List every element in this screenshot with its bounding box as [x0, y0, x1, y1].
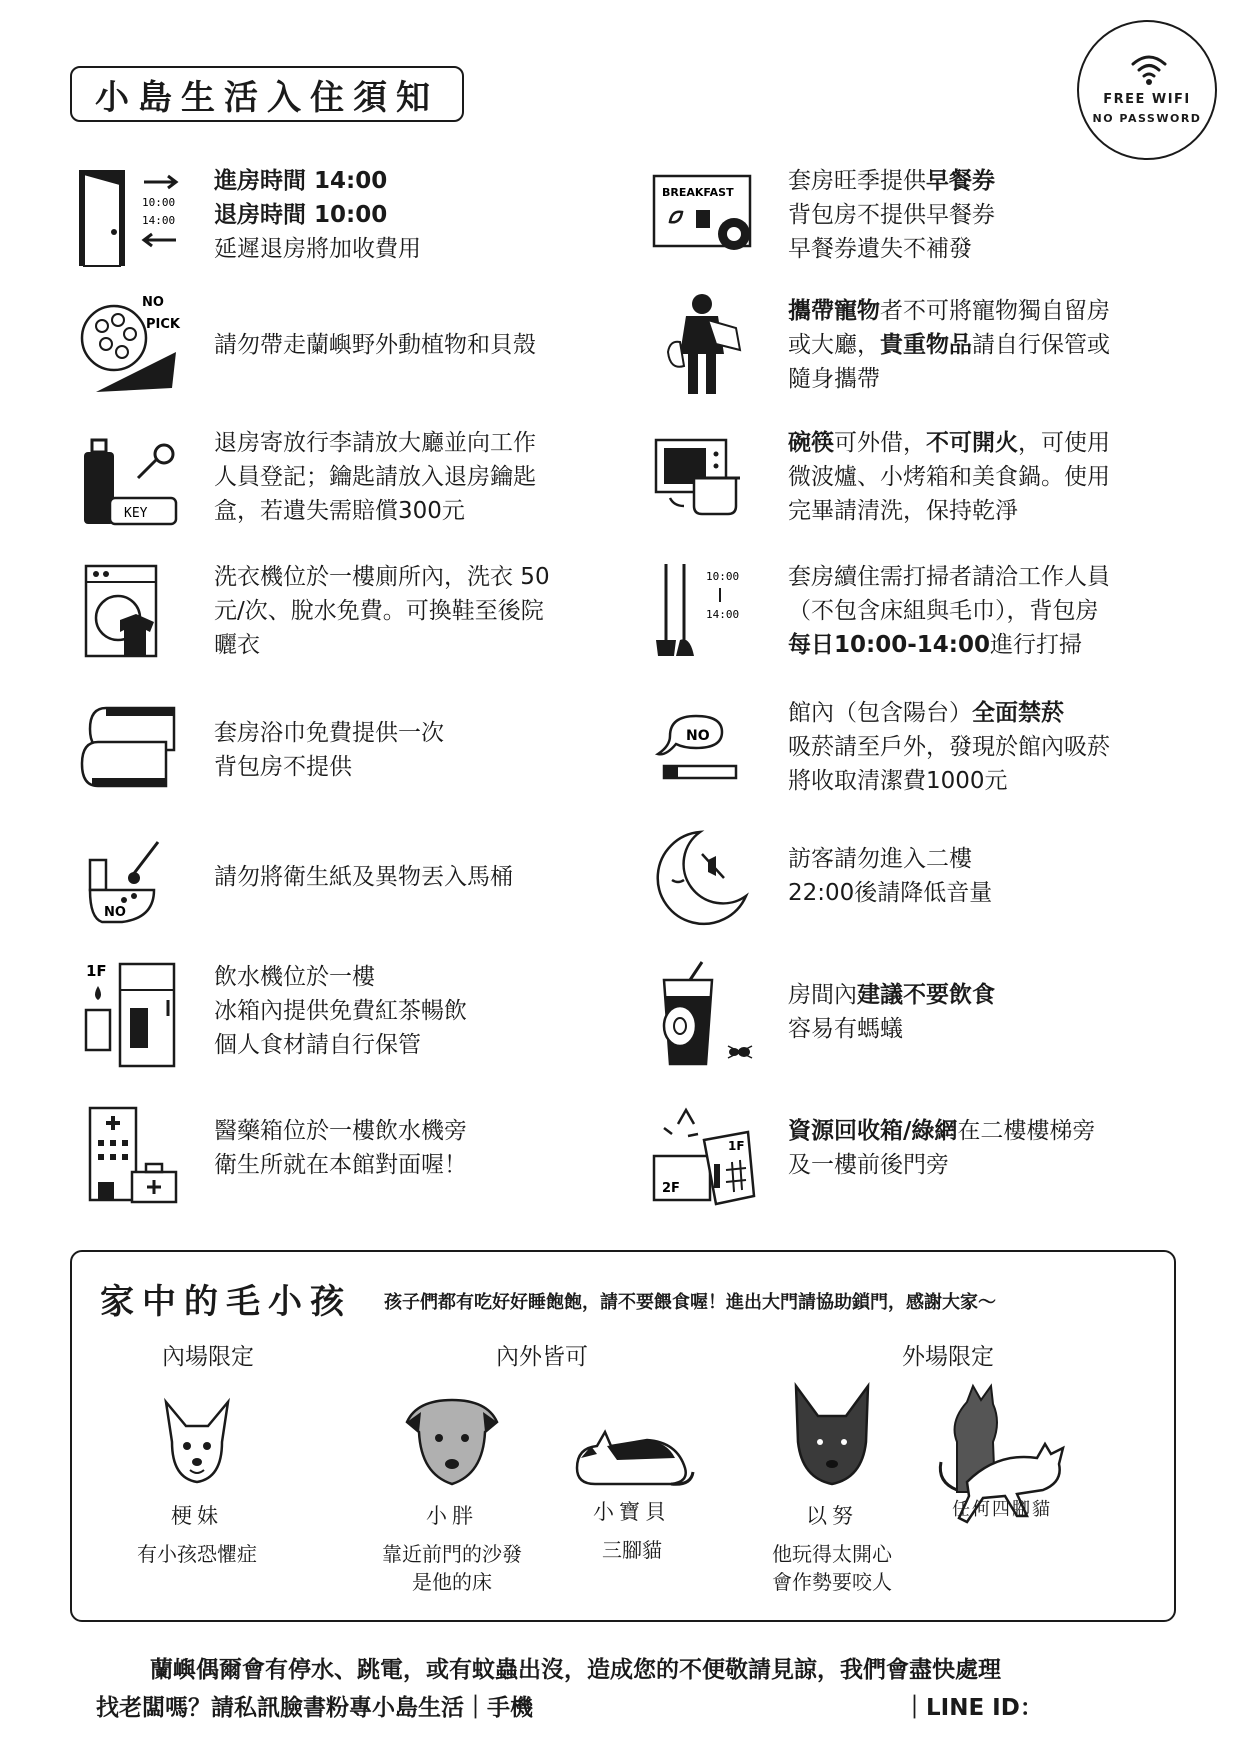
pet-any-cat: [922, 1382, 1082, 1524]
rule-no-smoking: [650, 696, 1163, 806]
rule-line: 房間內建議不要飲食: [788, 982, 995, 1008]
dog-icon: [397, 1392, 507, 1492]
rule-line: 及一樓前後門旁: [788, 1152, 949, 1178]
rule-first-aid: [76, 1100, 589, 1210]
pet-desc-line: 靠近前門的沙發: [382, 1542, 522, 1566]
clean-time-1: 10:00: [706, 570, 740, 583]
pet-desc: 有小孩恐懼症: [137, 1542, 257, 1566]
door-icon-time-2: 14:00: [142, 214, 176, 227]
rule-line: 館內（包含陽台）全面禁菸: [788, 700, 1064, 726]
rule-towel: [76, 696, 589, 806]
recycle-1f-label: 1F: [728, 1139, 745, 1153]
rule-line: 攜帶寵物者不可將寵物獨自留房: [788, 298, 1110, 324]
first-aid-icon: [76, 1100, 186, 1210]
rule-line: （不包含床組與毛巾），背包房: [788, 598, 1099, 624]
food-ant-icon: [650, 960, 760, 1070]
rule-toilet: [76, 826, 589, 936]
rule-line: 每日10:00-14:00進行打掃: [788, 632, 1082, 658]
rule-line: 醫藥箱位於一樓飲水機旁: [214, 1118, 467, 1144]
zone-indoor: 內場限定: [162, 1344, 254, 1370]
rule-checkin: [76, 162, 589, 272]
smoke-no-text: NO: [686, 728, 710, 744]
no-pick-text-2: PICK: [146, 317, 180, 332]
rule-line: 背包房不提供: [214, 754, 352, 780]
pet-desc: [752, 1540, 912, 1596]
towel-icon: [76, 696, 186, 806]
broom-icon: [650, 560, 760, 670]
rule-line: 容易有螞蟻: [788, 1016, 903, 1042]
wifi-password-label: NO PASSWORD: [1092, 112, 1202, 125]
floor-label-1f: 1F: [86, 962, 107, 980]
footer-contact: 找老闆嗎？請私訊臉書粉專小島生活｜手機: [96, 1695, 533, 1721]
no-pick-coral-icon: [76, 292, 186, 402]
rule-line: 盒，若遺失需賠償300元: [214, 498, 465, 524]
footer-notice: 蘭嶼偶爾會有停水、跳電，或有蚊蟲出沒，造成您的不便敬請見諒，我們會盡快處理: [150, 1657, 1001, 1683]
toilet-icon: [76, 826, 186, 936]
breakfast-label: BREAKFAST: [662, 186, 734, 199]
rule-line: 個人食材請自行保管: [214, 1032, 421, 1058]
pet-name: 任何四腳貓: [952, 1499, 1052, 1520]
rule-line: 套房旺季提供早餐券: [788, 168, 995, 194]
rule-line: 套房續住需打掃者請洽工作人員: [788, 564, 1110, 590]
rule-line: 元/次、脫水免費。可換鞋至後院: [214, 598, 544, 624]
pet-yinu: [752, 1382, 912, 1596]
pet-desc-line: 是他的床: [412, 1570, 492, 1594]
rule-line: 22:00後請降低音量: [788, 880, 993, 906]
pet-desc: 三腳貓: [602, 1538, 662, 1562]
rule-line: 隨身攜帶: [788, 366, 880, 392]
pet-name: 以努: [806, 1504, 858, 1528]
rule-line: 完畢請清洗，保持乾淨: [788, 498, 1018, 524]
pet-xiaopang: [362, 1392, 542, 1596]
no-pick-text-1: NO: [142, 295, 164, 310]
moon-mute-icon: [650, 826, 760, 936]
pet-name: 梗妹: [171, 1504, 223, 1528]
rule-line: 碗筷可外借，不可開火，可使用: [788, 430, 1110, 456]
rule-kitchen: [650, 426, 1163, 536]
black-dog-icon: [782, 1382, 882, 1492]
rule-line: 將收取清潔費1000元: [788, 768, 1008, 794]
rule-cleaning: [650, 560, 1163, 670]
rule-line: 洗衣機位於一樓廁所內，洗衣 50: [214, 564, 550, 590]
rule-line: 曬衣: [214, 632, 260, 658]
rule-line: 背包房不提供早餐券: [788, 202, 995, 228]
pet-owner-icon: [650, 292, 760, 402]
luggage-key-icon: [76, 426, 186, 536]
clean-time-2: 14:00: [706, 608, 740, 621]
pet-name: 小胖: [426, 1504, 478, 1528]
rule-washing: [76, 560, 589, 670]
wifi-label: FREE WIFI: [1103, 92, 1191, 107]
pets-note: 孩子們都有吃好好睡飽飽，請不要餵食喔！進出大門請協助鎖門，感謝大家～: [384, 1292, 996, 1313]
rule-no-pick: [76, 292, 589, 402]
pets-title: 家中的毛小孩: [100, 1282, 352, 1322]
rule-water: [76, 960, 589, 1070]
rule-line: 飲水機位於一樓: [214, 964, 375, 990]
pet-desc-line: 他玩得太開心: [772, 1542, 892, 1566]
rule-line: 資源回收箱/綠網在二樓樓梯旁: [788, 1118, 1096, 1144]
lying-cat-icon: [567, 1402, 697, 1492]
washing-machine-icon: [76, 560, 186, 670]
pet-name: 小寶貝: [593, 1500, 671, 1524]
zone-outdoor: 外場限定: [902, 1344, 994, 1370]
rule-no-food: [650, 960, 1163, 1070]
footer-line-id: ｜LINE ID：: [903, 1695, 1043, 1721]
wifi-icon: [1129, 52, 1169, 86]
rule-line: 進房時間 14:00: [214, 168, 388, 194]
rule-line: 套房浴巾免費提供一次: [214, 720, 444, 746]
recycle-2f-label: 2F: [662, 1181, 680, 1196]
rule-line: 請勿帶走蘭嶼野外動植物和貝殼: [214, 332, 536, 358]
rule-line: 訪客請勿進入二樓: [788, 846, 972, 872]
rule-line: 吸菸請至戶外，發現於館內吸菸: [788, 734, 1110, 760]
zone-both: 內外皆可: [496, 1344, 588, 1370]
rule-line: 退房寄放行李請放大廳並向工作: [214, 430, 536, 456]
water-fridge-icon: [76, 960, 186, 1070]
rule-line: 退房時間 10:00: [214, 202, 388, 228]
rule-line: 早餐券遺失不補發: [788, 236, 972, 262]
recycle-icon: [650, 1100, 760, 1210]
pet-desc: [362, 1540, 542, 1596]
key-box-label: KEY: [124, 506, 148, 521]
pet-xiaobaobei: [552, 1402, 712, 1564]
door-icon: [76, 162, 186, 272]
rule-pets: [650, 292, 1163, 402]
rule-line: 人員登記；鑰匙請放入退房鑰匙: [214, 464, 536, 490]
rule-line: 微波爐、小烤箱和美食鍋。使用: [788, 464, 1110, 490]
no-smoking-icon: [650, 696, 760, 806]
rule-quiet: [650, 826, 1163, 936]
rule-breakfast: [650, 162, 1163, 272]
rule-line: 請勿將衛生紙及異物丟入馬桶: [214, 864, 513, 890]
pet-gengmei: [122, 1392, 272, 1568]
microwave-pot-icon: [650, 426, 760, 536]
rule-line: 衛生所就在本館對面喔！: [214, 1152, 467, 1178]
wifi-badge: [1077, 20, 1217, 160]
rule-line: 延遲退房將加收費用: [214, 236, 421, 262]
breakfast-icon: [650, 162, 760, 272]
rule-line: 冰箱內提供免費紅茶暢飲: [214, 998, 467, 1024]
pets-section: [70, 1250, 1176, 1622]
rule-checkout-luggage: [76, 426, 589, 536]
toilet-no-text: NO: [104, 905, 126, 920]
pet-desc-line: 會作勢要咬人: [772, 1570, 892, 1594]
rule-line: 或大廳，貴重物品請自行保管或: [788, 332, 1110, 358]
chihuahua-icon: [152, 1392, 242, 1492]
rule-recycle: [650, 1100, 1163, 1210]
page-title: 小島生活入住須知: [70, 66, 464, 122]
door-icon-time-1: 10:00: [142, 196, 176, 209]
